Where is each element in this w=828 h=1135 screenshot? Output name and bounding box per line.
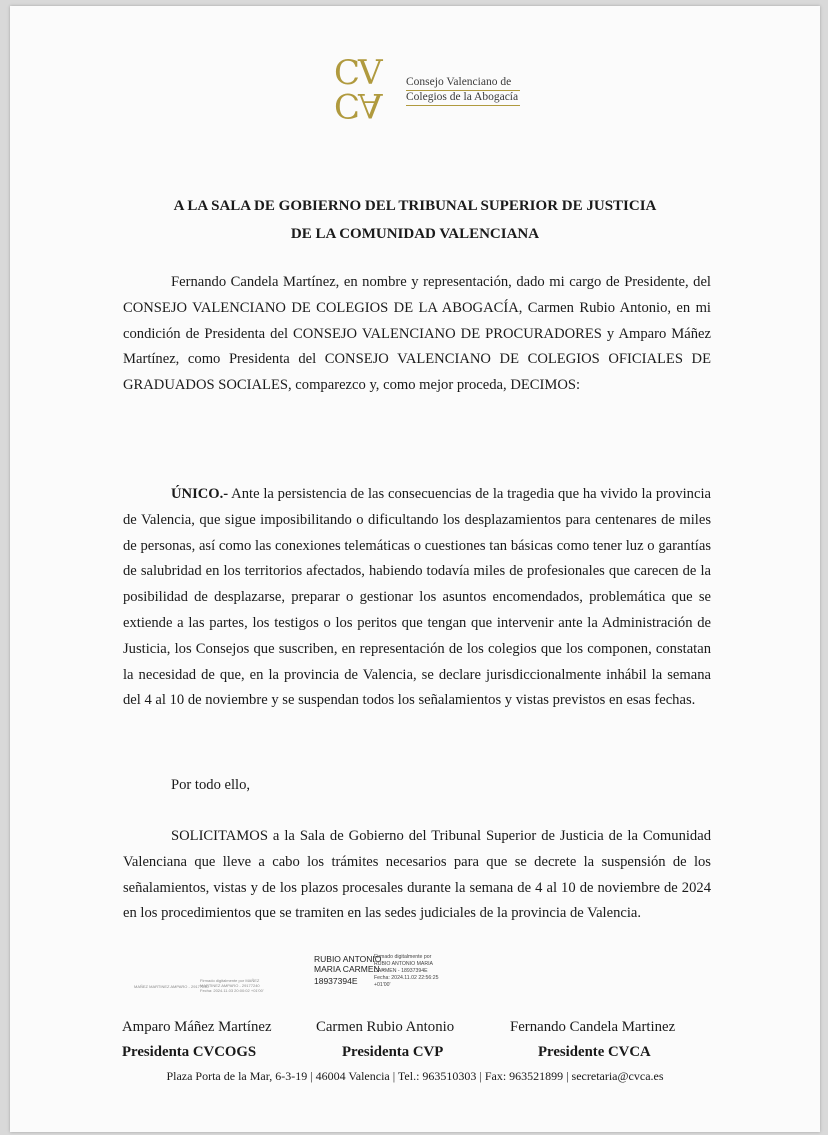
sig1-meta-line1: Firmado digitalmente por MAÑEZ [200, 978, 260, 983]
sig2-id: 18937394E [314, 976, 358, 986]
unico-text [123, 482, 711, 714]
signatories [10, 1015, 820, 1065]
sig2-meta-line5: +01'00' [374, 982, 391, 988]
cvca-logo [334, 53, 534, 126]
digital-signature-1-meta [200, 978, 264, 993]
digital-signature-1-name: MAÑEZ MARTINEZ AMPARO - 29177240 [134, 984, 209, 989]
sig2-meta-line1: Firmado digitalmente por [374, 954, 432, 960]
unico-label: ÚNICO.- [171, 486, 229, 502]
por-todo-paragraph [123, 773, 711, 799]
signatory-name: Carmen Rubio Antonio [316, 1019, 455, 1035]
logo-name [406, 76, 520, 106]
signatory-role: Presidenta CVP [342, 1044, 444, 1060]
logo-name-line2: Colegios de la Abogacía [406, 91, 519, 103]
intro-paragraph [123, 270, 711, 399]
signatory-cvcogs [122, 1015, 272, 1065]
document-footer: Plaza Porta de la Mar, 6-3-19 | 46004 Valencia | Tel.: 963510303 | Fax: 963521899 | secretaria@cvca.es [166, 1069, 664, 1083]
por-todo-text: Por todo ello, [171, 777, 251, 793]
sig2-meta-line3: CARMEN - 18937394E [374, 968, 428, 974]
signatory-role: Presidente CVCA [538, 1044, 651, 1060]
sig2-name-line1: RUBIO ANTONIO [314, 954, 382, 964]
solicitamos-text: SOLICITAMOS a la Sala de Gobierno del Tribunal Superior de Justicia de la Comunidad Valenciana que lleve a cabo los trámites necesarios para que se decrete la suspensión de los señalamientos, vistas y de los plazos procesales durante la semana de 4 al 10 de noviembre de 2024 en los procedimientos que se tramiten en las sedes judiciales de la provincia de Valencia. [123, 828, 711, 922]
signatory-role: Presidenta CVCOGS [122, 1044, 257, 1060]
sig2-meta-line2: RUBIO ANTONIO MARIA [374, 961, 433, 967]
unico-paragraph [123, 482, 711, 714]
sig1-meta-line3: Fecha: 2024.11.03 20:00:02 +01'00' [200, 988, 264, 993]
unico-body: Ante la persistencia de las consecuencias de la tragedia que ha vivido la provincia de Valencia, que sigue imposibilitando o dificultando los desplazamientos para centenares de miles de personas, así como las conexiones telemáticas o cuestiones tan básicas como tener luz o garantías de salubridad en los territorios afectados, habiendo todavía miles de profesionales que carecen de la posibilidad de desplazarse, preparar o gestionar los asuntos encomendados, problemática que se extiende a las partes, los testigos o los peritos que tengan que intervenir ante la Administración de Justicia, los Consejos que suscriben, en representación de los colegios que los componen, constatan la necesidad de que, en la provincia de Valencia, se declare jurisdiccionalmente inhábil la semana del 4 al 10 de noviembre y se suspendan todos los señalamientos y vistas previstos en esas fechas. [123, 486, 711, 709]
logo-rule-bottom [406, 105, 520, 106]
solicitamos-paragraph [123, 824, 711, 927]
sig1-meta-line2: MARTINEZ AMPARO - 29177240 [200, 983, 260, 988]
logo-monogram-top: CV [334, 53, 381, 93]
intro-text: Fernando Candela Martínez, en nombre y representación, dado mi cargo de Presidente, del CONSEJO VALENCIANO DE COLEGIOS DE LA ABOGACÍA, Carmen Rubio Antonio, en mi condición de Presidenta del CONSEJO VALENCIANO DE PROCURADORES y Amparo Máñez Martínez, como Presidenta del CONSEJO VALENCIANO DE COLEGIOS OFICIALES DE GRADUADOS SOCIALES, comparezco y, como mejor proceda, DECIMOS: [123, 274, 711, 394]
signatory-cvp [316, 1015, 454, 1065]
sig2-meta-line4: Fecha: 2024.11.02 22:56:25 [374, 975, 439, 981]
sig2-name-line2: MARIA CARMEN - [314, 964, 385, 974]
document-page [10, 6, 820, 1132]
logo-monogram [334, 53, 381, 125]
signatory-cvca [510, 1015, 675, 1065]
logo-monogram-bottom: CA [334, 85, 381, 125]
heading-line1: A LA SALA DE GOBIERNO DEL TRIBUNAL SUPERIOR DE JUSTICIA [173, 198, 657, 214]
logo-name-line1: Consejo Valenciano de [406, 76, 512, 88]
sig2-meta [374, 954, 439, 989]
signatory-name: Amparo Máñez Martínez [122, 1019, 272, 1035]
signatory-name: Fernando Candela Martinez [510, 1019, 676, 1035]
document-heading [10, 192, 820, 248]
heading-line2: DE LA COMUNIDAD VALENCIANA [290, 226, 540, 242]
